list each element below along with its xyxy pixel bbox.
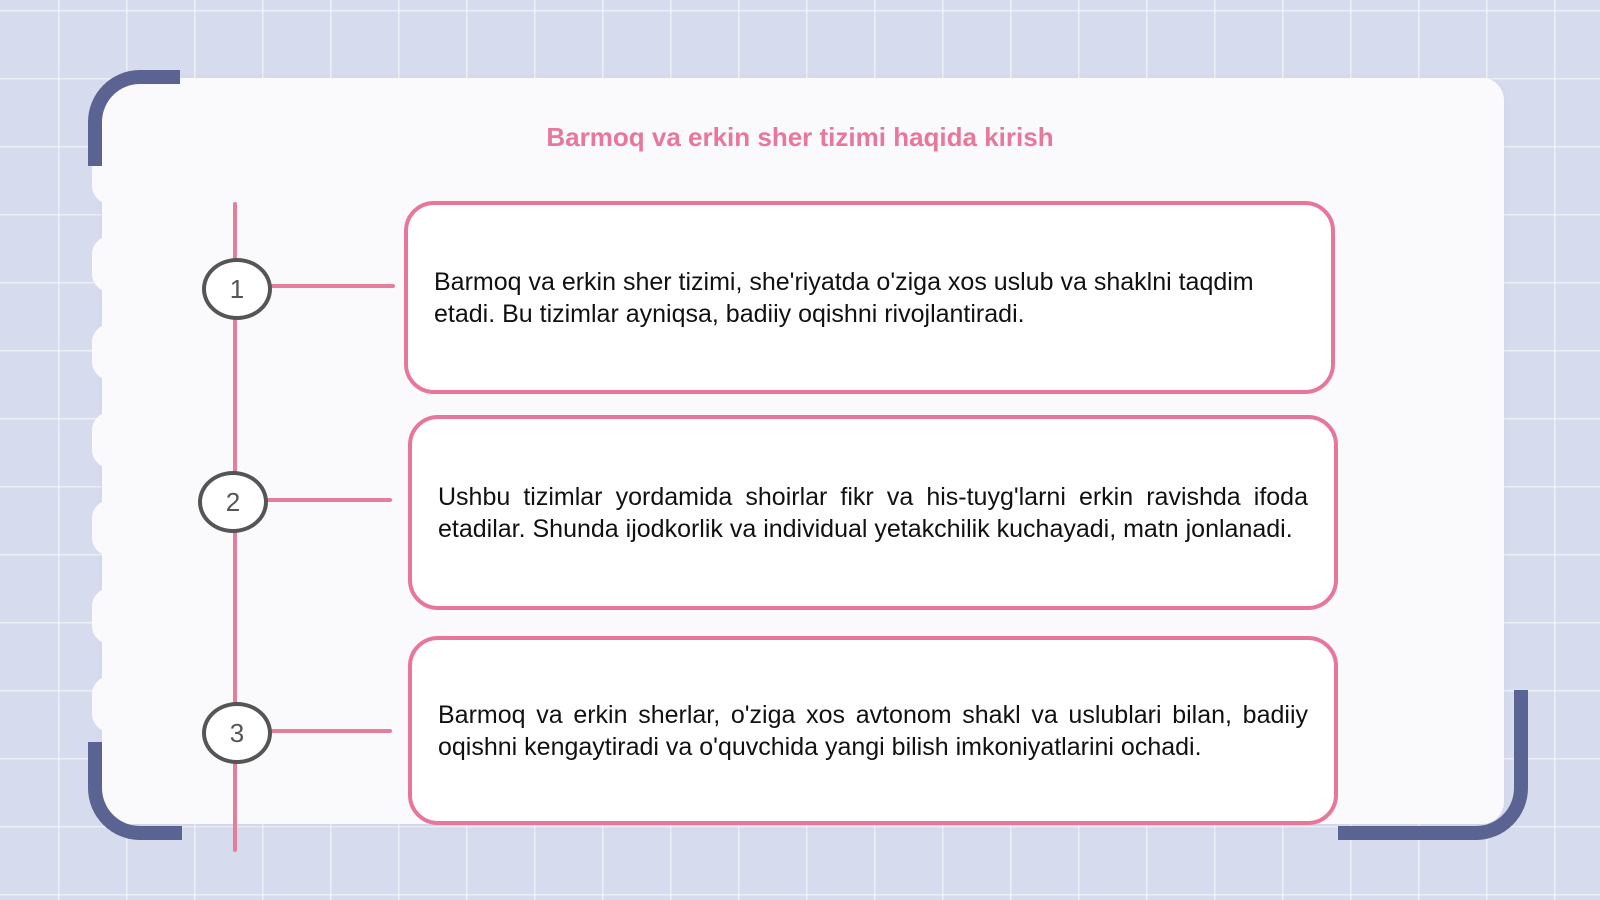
corner-bracket-bottom-right [1338,690,1528,840]
step-connector [268,284,395,288]
step-text: Barmoq va erkin sher tizimi, she'riyatda o'ziga xos uslub va shaklni taqdim etadi. Bu tizimlar ayniqsa, badiiy oqishni rivojlantiradi. [434,267,1254,328]
slide-title [0,122,1600,153]
paper-edge-bump [92,588,128,644]
step-number: 2 [225,486,241,517]
step-box [408,636,1338,825]
paper-edge-bump [92,500,128,556]
step-box [404,201,1335,394]
step-number-badge [202,258,272,320]
step-text: Barmoq va erkin sherlar, o'ziga xos avtonom shakl va uslublari bilan, badiiy oqishni kengaytiradi va o'quvchida yangi bilish imkoniyatlarini ochadi. [438,700,1308,761]
paper-edge-bump [92,236,128,292]
step-text: Ushbu tizimlar yordamida shoirlar fikr va his-tuyg'larni erkin ravishda ifoda etadilar. Shunda ijodkorlik va individual yetakchilik kuchayadi, matn jonlanadi. [438,482,1308,543]
step-connector [268,729,392,733]
slide-title-text: Barmoq va erkin sher tizimi haqida kirish [546,122,1054,152]
step-number: 3 [229,717,245,748]
paper-edge-bump [92,324,128,380]
step-box [408,415,1338,610]
step-number-badge [198,471,268,533]
step-connector [264,498,392,502]
paper-edge-bump [92,676,128,732]
paper-edge-bump [92,412,128,468]
corner-bracket-bottom-left [88,742,182,840]
step-number-badge [202,702,272,764]
step-number: 1 [229,273,245,304]
